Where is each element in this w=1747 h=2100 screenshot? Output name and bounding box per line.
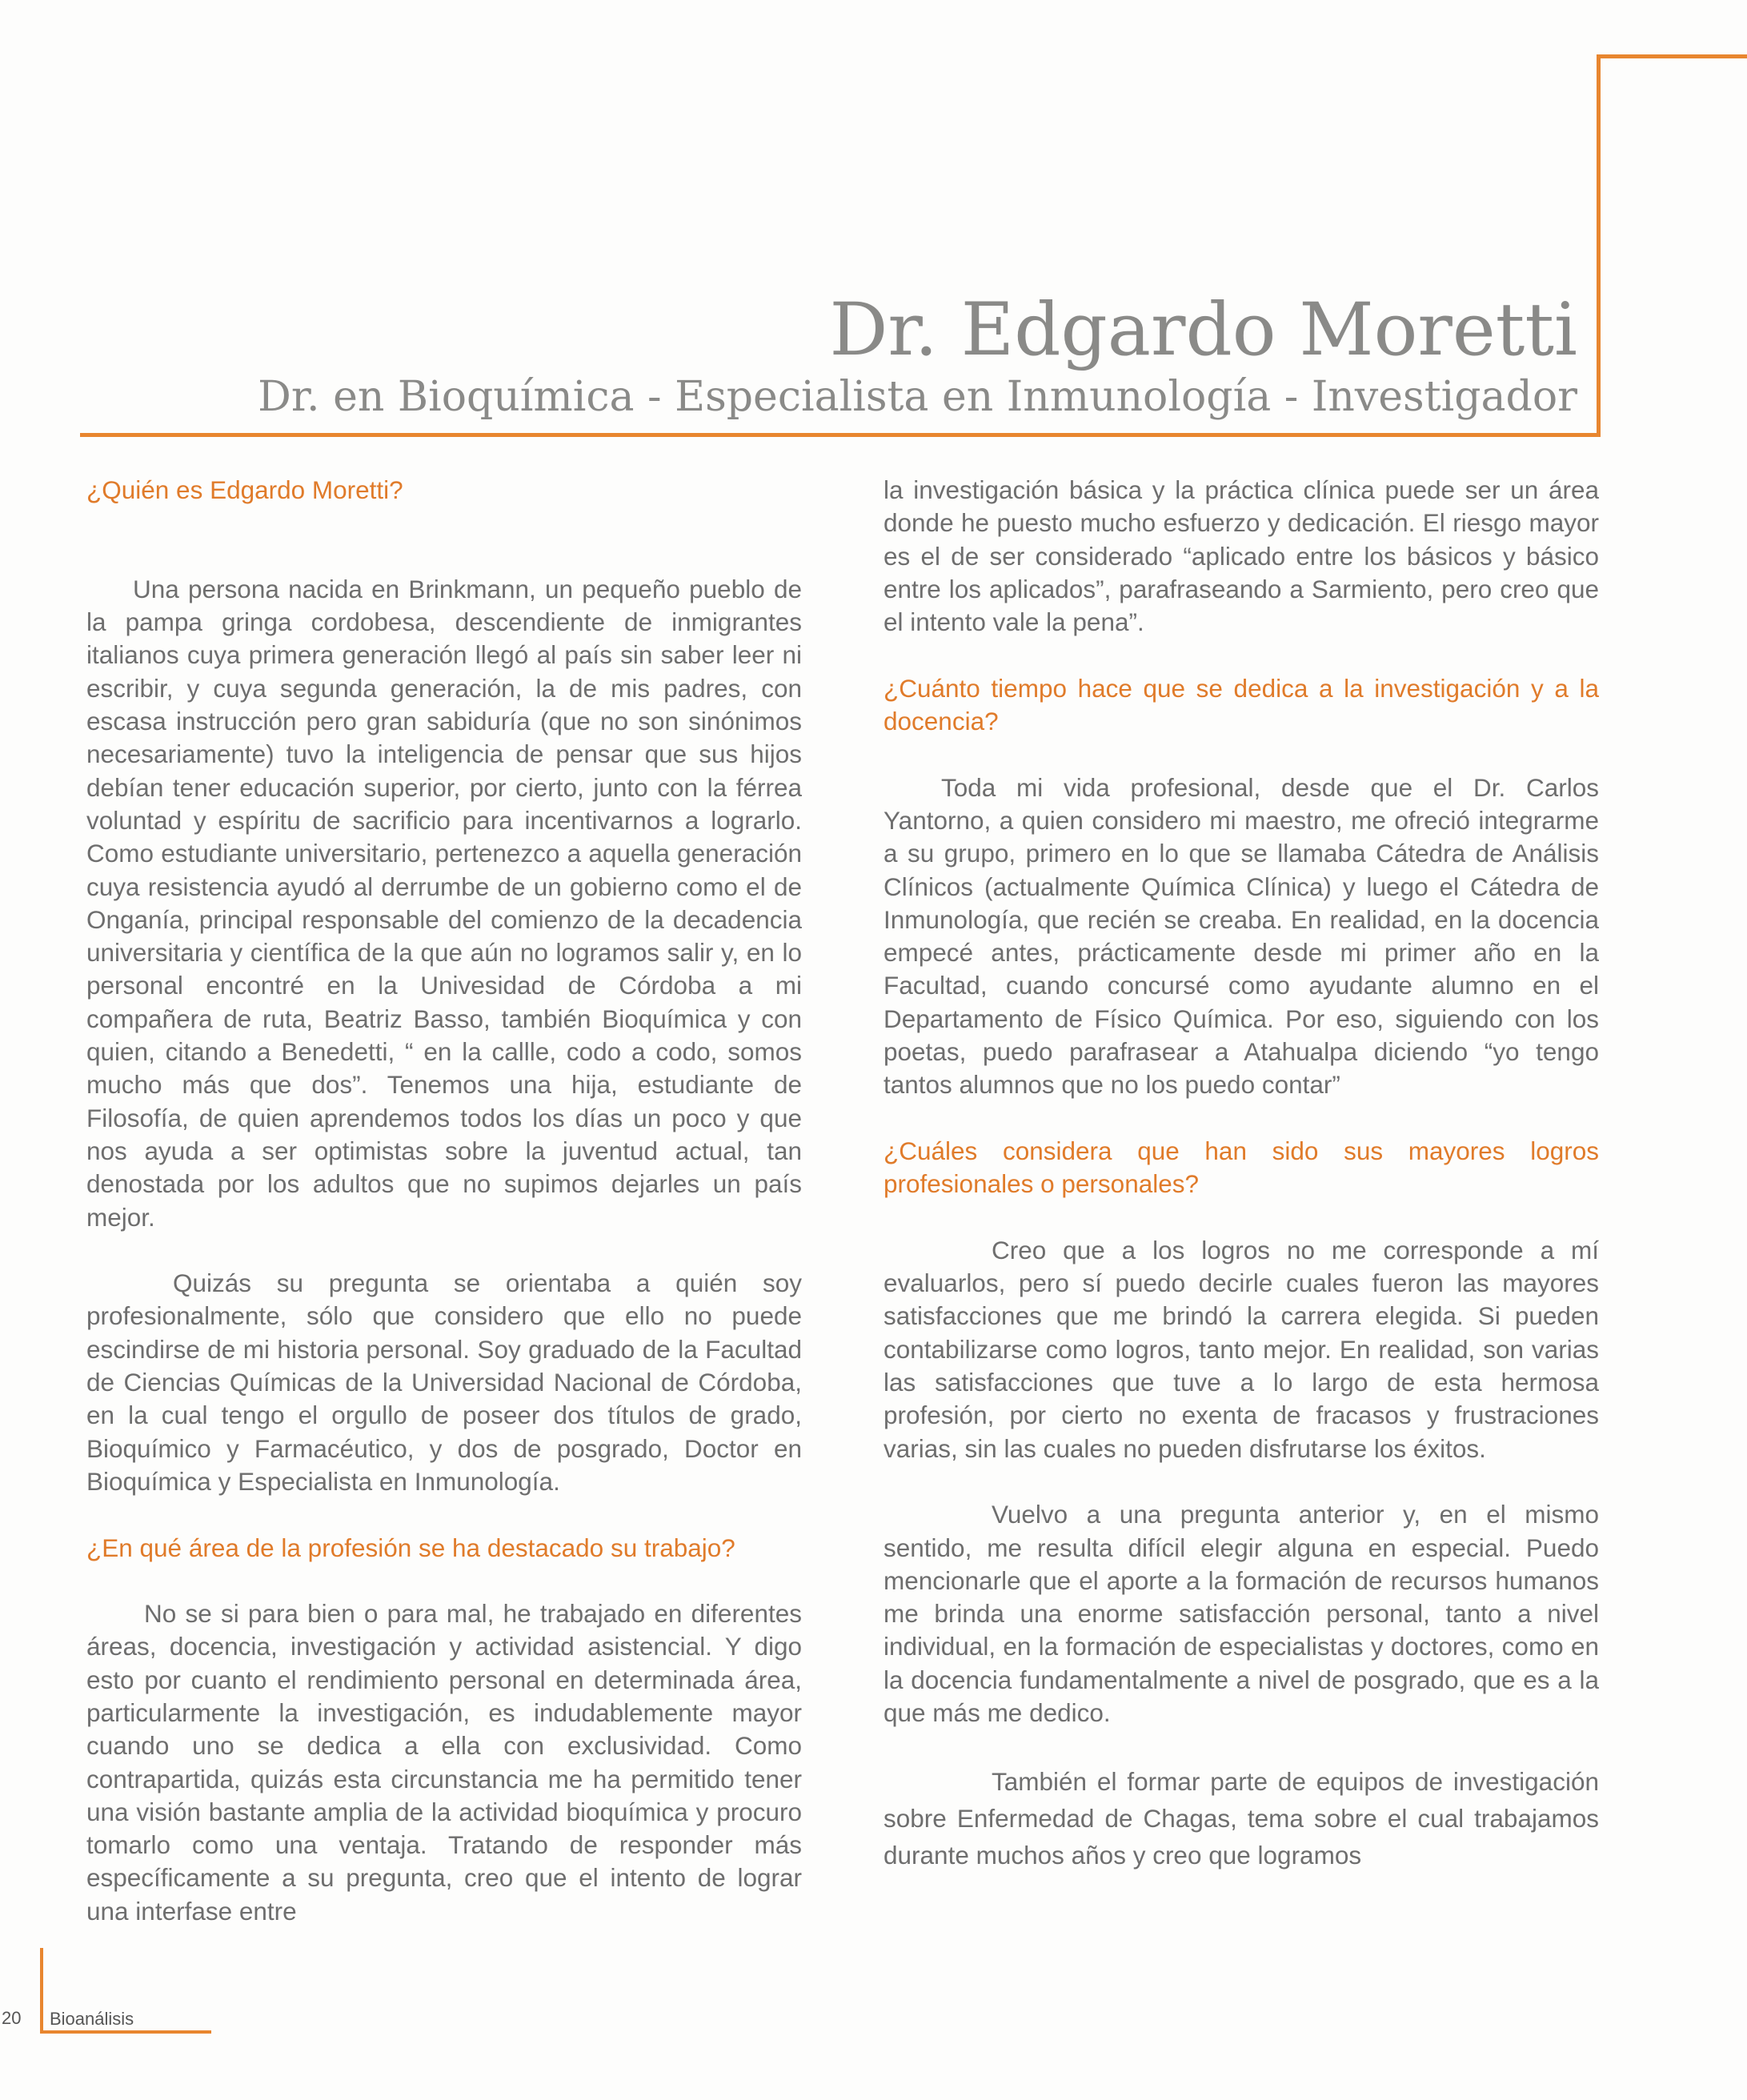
article-title: Dr. Edgardo Moretti xyxy=(829,288,1577,372)
question-heading: ¿Quién es Edgardo Moretti? xyxy=(86,475,403,504)
footer-vertical-rule xyxy=(40,1948,43,2033)
question-heading: ¿Cuánto tiempo hace que se dedica a la investigación y a la docencia? xyxy=(884,673,1599,736)
frame-top-rule xyxy=(1597,54,1747,58)
answer-paragraph: También el formar parte de equipos de investigación sobre Enfermedad de Chagas, tema sobre el cual trabajamos durante muchos años y creo que logramos xyxy=(884,1766,1599,1870)
answer-paragraph: Quizás su pregunta se orientaba a quién soy profesionalmente, sólo que considero que ello no puede escindirse de mi historia personal. Soy graduado de la Facultad de Ciencias Químicas de la Universidad Nacional de Córdoba, en la cual tengo el orgullo de poseer dos títulos de grado, Bioquímico y Farmacéutico, y dos de posgrado, Doctor en Bioquímica y Especialista en Inmunología. xyxy=(86,1268,802,1496)
answer-paragraph: No se si para bien o para mal, he trabajado en diferentes áreas, docencia, investigación y actividad asistencial. Y digo esto por cuanto el rendimiento personal en determinada área, particularmente la investigación, es indudablemente mayor cuando uno se dedica a ella con exclusividad. Como contrapartida, quizás esta circunstancia me ha permitido tener una visión bastante amplia de la actividad bioquímica y procuro tomarlo como una ventaja. Tratando de responder más específicamente a su pregunta, creo que el intento de lograr una interfase entre xyxy=(86,1599,802,1926)
answer-paragraph: Toda mi vida profesional, desde que el Dr. Carlos Yantorno, a quien considero mi maestro, me ofreció integrarme a su grupo, primero en lo que se llamaba Cátedra de Análisis Clínicos (actualmente Química Clínica) y luego el Cátedra de Inmunología, que recién se creaba. En realidad, en la docencia empecé antes, prácticamente desde mi primer año en la Facultad, cuando concursé como ayudante alumno en el Departamento de Físico Química. Por eso, siguiendo con los poetas, puedo parafrasear a Atahualpa diciendo “yo tengo tantos alumnos que no los puedo contar” xyxy=(884,772,1599,1100)
title-underline-rule xyxy=(80,433,1601,437)
answer-paragraph: Creo que a los logros no me corresponde a mí evaluarlos, pero sí puedo decirle cuales fueron las mayores satisfacciones que me brindó la carrera elegida. Si pueden contabilizarse como logros, tanto mejor. En realidad, son varias las satisfacciones que tuve a lo largo de esta hermosa profesión, por cierto no exenta de fracasos y frustraciones varias, sin las cuales no pueden disfrutarse los éxitos. xyxy=(884,1235,1599,1463)
question-heading: ¿Cuáles considera que han sido sus mayores logros profesionales o personales? xyxy=(884,1136,1599,1199)
question-heading: ¿En qué área de la profesión se ha destacado su trabajo? xyxy=(86,1533,735,1562)
spacer xyxy=(86,540,802,573)
publication-name: Bioanálisis xyxy=(50,2009,134,2029)
answer-paragraph: Una persona nacida en Brinkmann, un pequeño pueblo de la pampa gringa cordobesa, descendiente de inmigrantes italianos cuya primera generación llegó al país sin saber leer ni escribir, y cuya segunda generación, la de mis padres, con escasa instrucción pero gran sabiduría (que no son sinónimos necesariamente) tuvo la inteligencia de pensar que sus hijos debían tener educación superior, por cierto, junto con la férrea voluntad y espíritu de sacrificio para incentivarnos a lograrlo. Como estudiante universitario, pertenezco a aquella generación cuya resistencia ayudó al derrumbe de un gobierno como el de Onganía, principal responsable del comienzo de la decadencia universitaria y científica de la que aún no logramos salir y, en lo personal encontré en la Univesidad de Córdoba a mi compañera de ruta, Beatriz Basso, también Bioquímica y con quien, citando a Benedetti, “ en la callle, codo a codo, somos mucho más que dos”. Tenemos una hija, estudiante de Filosofía, de quien aprendemos todos los días un poco y que nos ayuda a ser optimistas sobre la juventud actual, tan denostada por los adultos que no supimos dejarles un país mejor. xyxy=(86,574,802,1232)
answer-paragraph: la investigación básica y la práctica clínica puede ser un área donde he puesto mucho esfuerzo y dedicación. El riesgo mayor es el de ser considerado “aplicado entre los básicos y básico entre los aplicados”, parafraseando a Sarmiento, pero creo que el intento vale la pena”. xyxy=(884,475,1599,637)
page-number: 20 xyxy=(2,2008,22,2028)
footer-horizontal-rule xyxy=(40,2030,211,2034)
answer-paragraph: Vuelvo a una pregunta anterior y, en el mismo sentido, me resulta difícil elegir alguna en especial. Puedo mencionarle que el aporte a la formación de recursos humanos me brinda una enorme satisfacción personal, tanto a nivel individual, en la formación de especialistas y doctores, como en la docencia fundamentalmente a nivel de posgrado, que es a la que más me dedico. xyxy=(884,1500,1599,1727)
frame-right-rule xyxy=(1597,54,1601,437)
left-column xyxy=(86,474,802,1928)
article-subtitle: Dr. en Bioquímica - Especialista en Inmunología - Investigador xyxy=(258,373,1577,421)
right-column xyxy=(884,474,1599,1874)
